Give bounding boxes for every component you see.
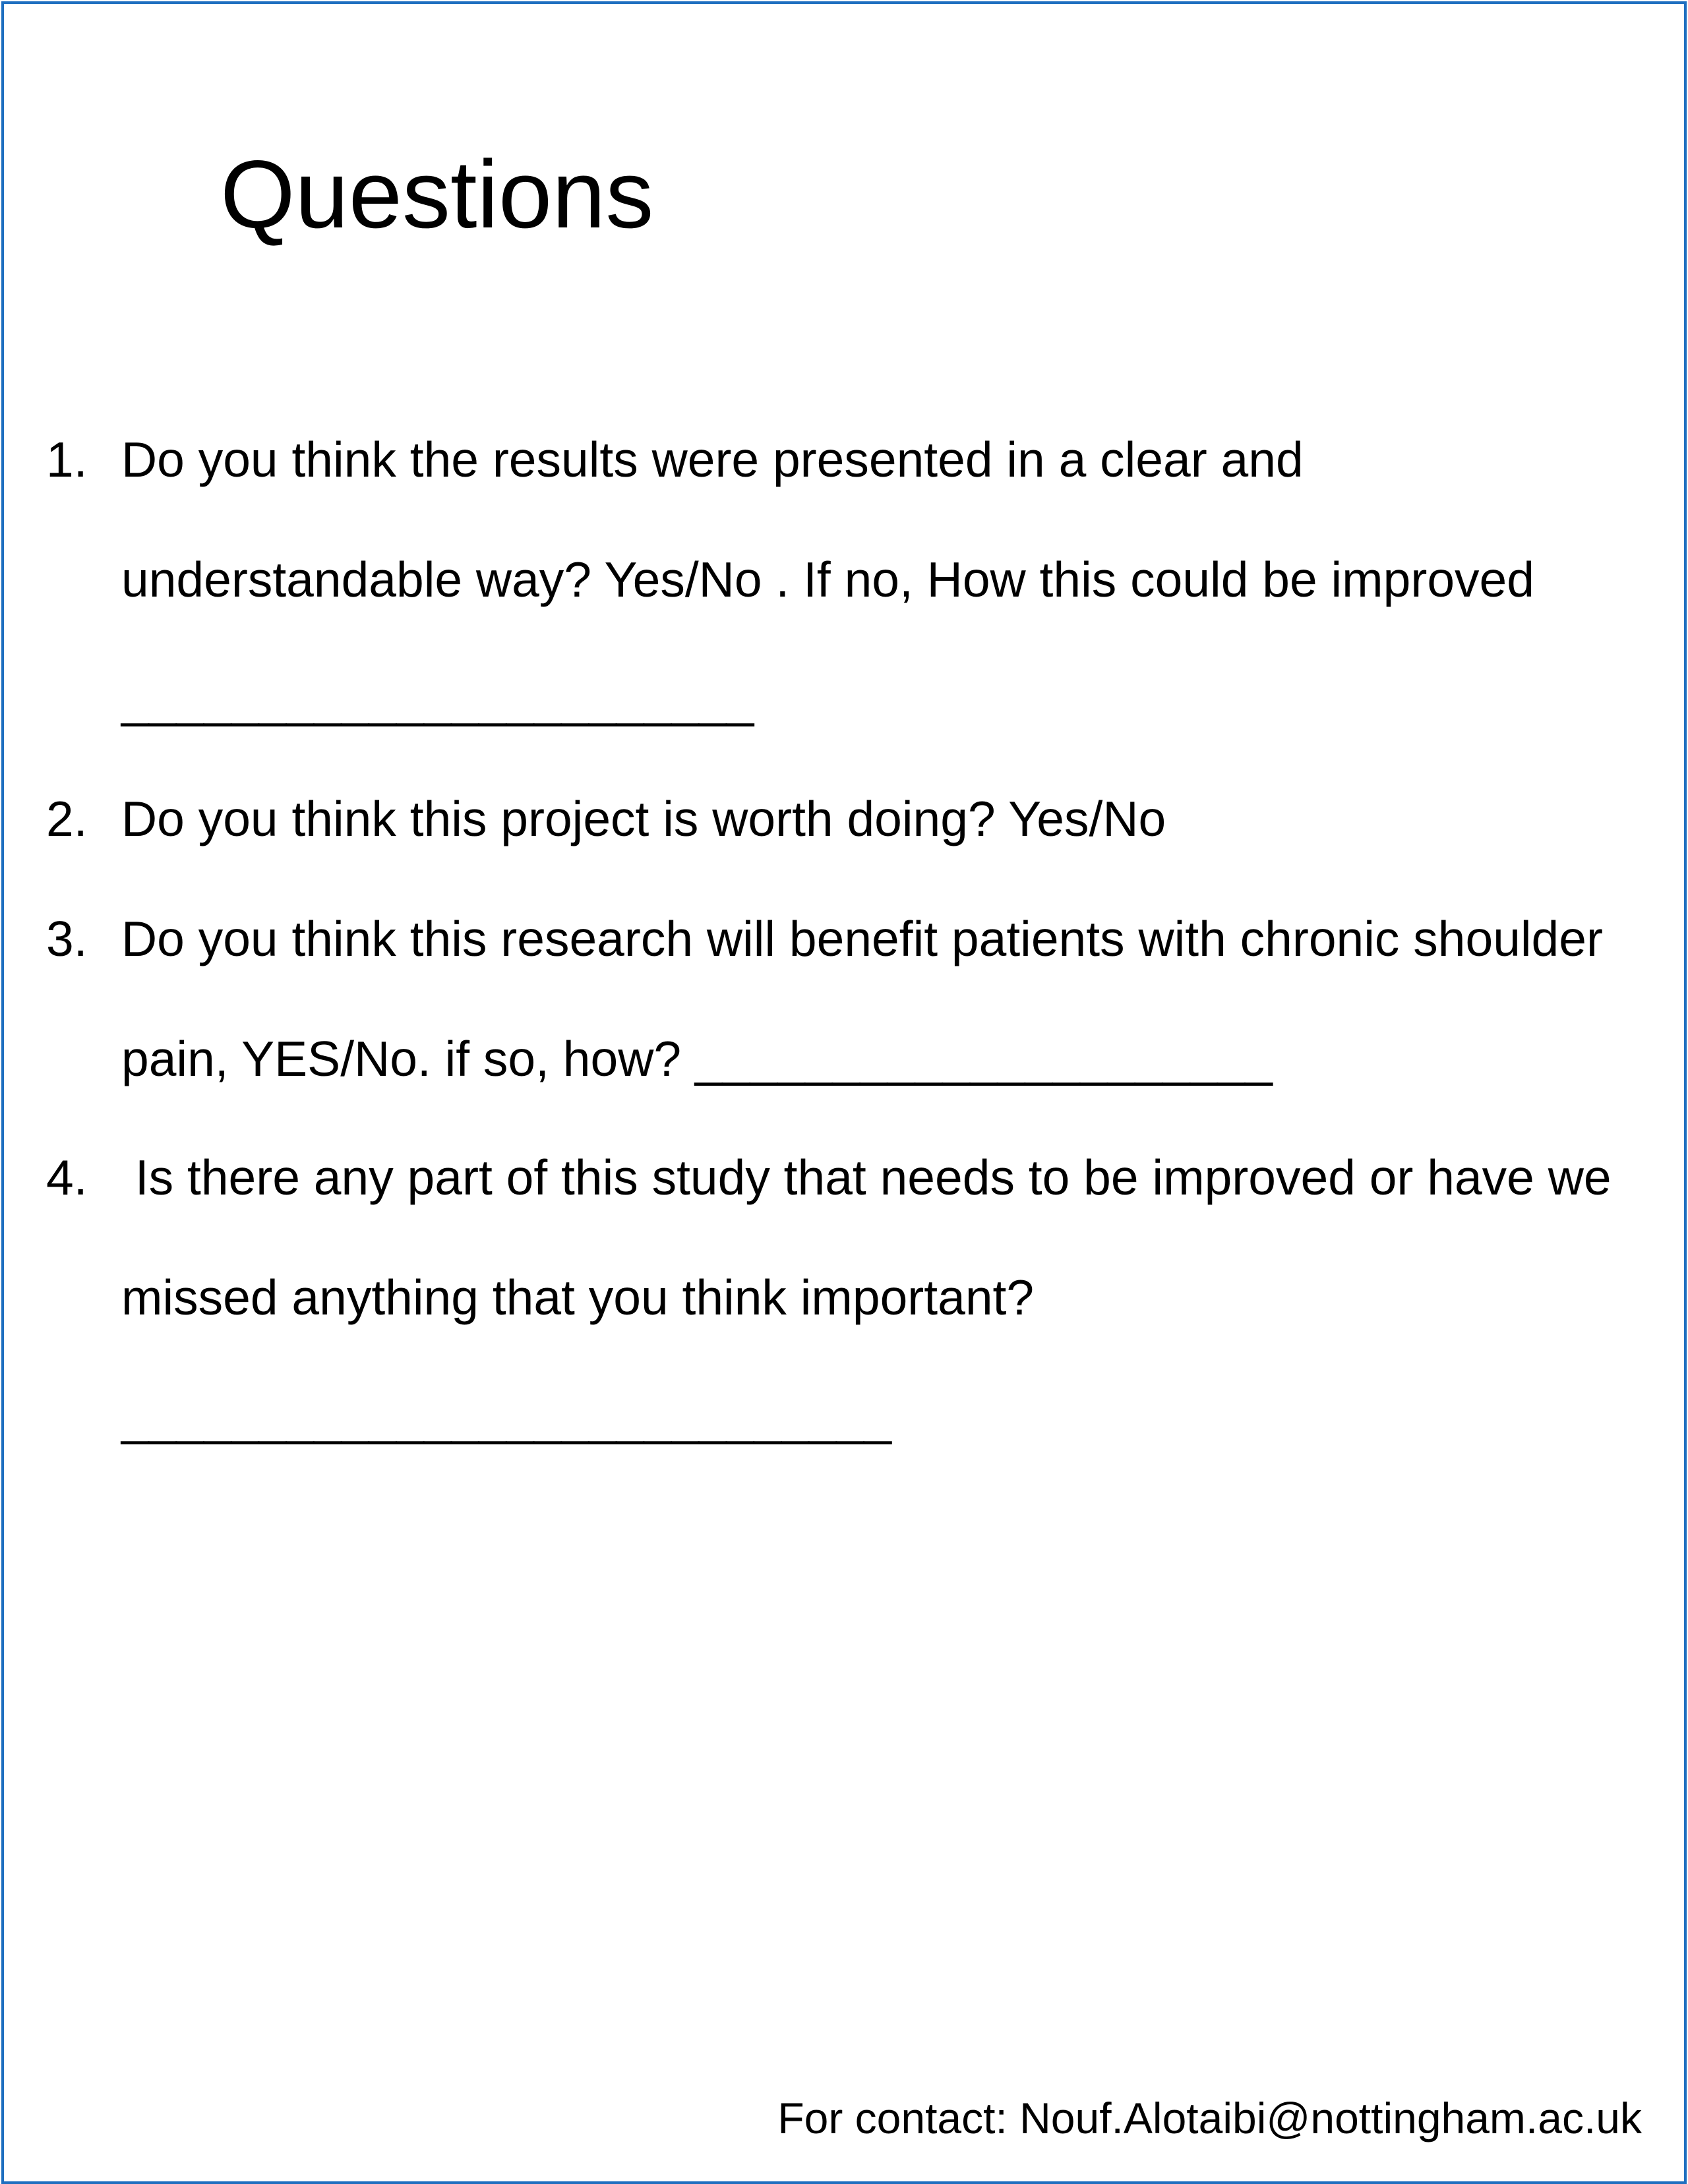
question-text	[121, 399, 1534, 759]
question-text	[121, 879, 1603, 1119]
question-line: Is there any part of this study that needs to be improved or have we	[121, 1150, 1612, 1205]
contact-info: For contact: Nouf.Alotaibi@nottingham.ac.uk	[777, 2094, 1642, 2142]
page-title: Questions	[220, 140, 654, 248]
question-line: Do you think the results were presented in a clear and	[121, 432, 1304, 487]
question-line: understandable way? Yes/No . If no, How this could be improved	[121, 552, 1534, 607]
answer-blank: _______________________	[121, 672, 754, 727]
answer-blank: ____________________________	[121, 1390, 891, 1445]
question-number: 4.	[46, 1150, 88, 1205]
question-line: missed anything that you think important?	[121, 1270, 1035, 1325]
question-line: pain, YES/No. if so, how? _____________________	[121, 1031, 1273, 1086]
question-text	[121, 759, 1166, 879]
question-line: Do you think this project is worth doing? Yes/No	[121, 791, 1166, 846]
question-number: 3.	[46, 911, 88, 966]
question-line: Do you think this research will benefit patients with chronic shoulder	[121, 911, 1603, 966]
question-text	[121, 1117, 1612, 1477]
question-number: 2.	[46, 791, 88, 846]
question-number: 1.	[46, 432, 88, 487]
